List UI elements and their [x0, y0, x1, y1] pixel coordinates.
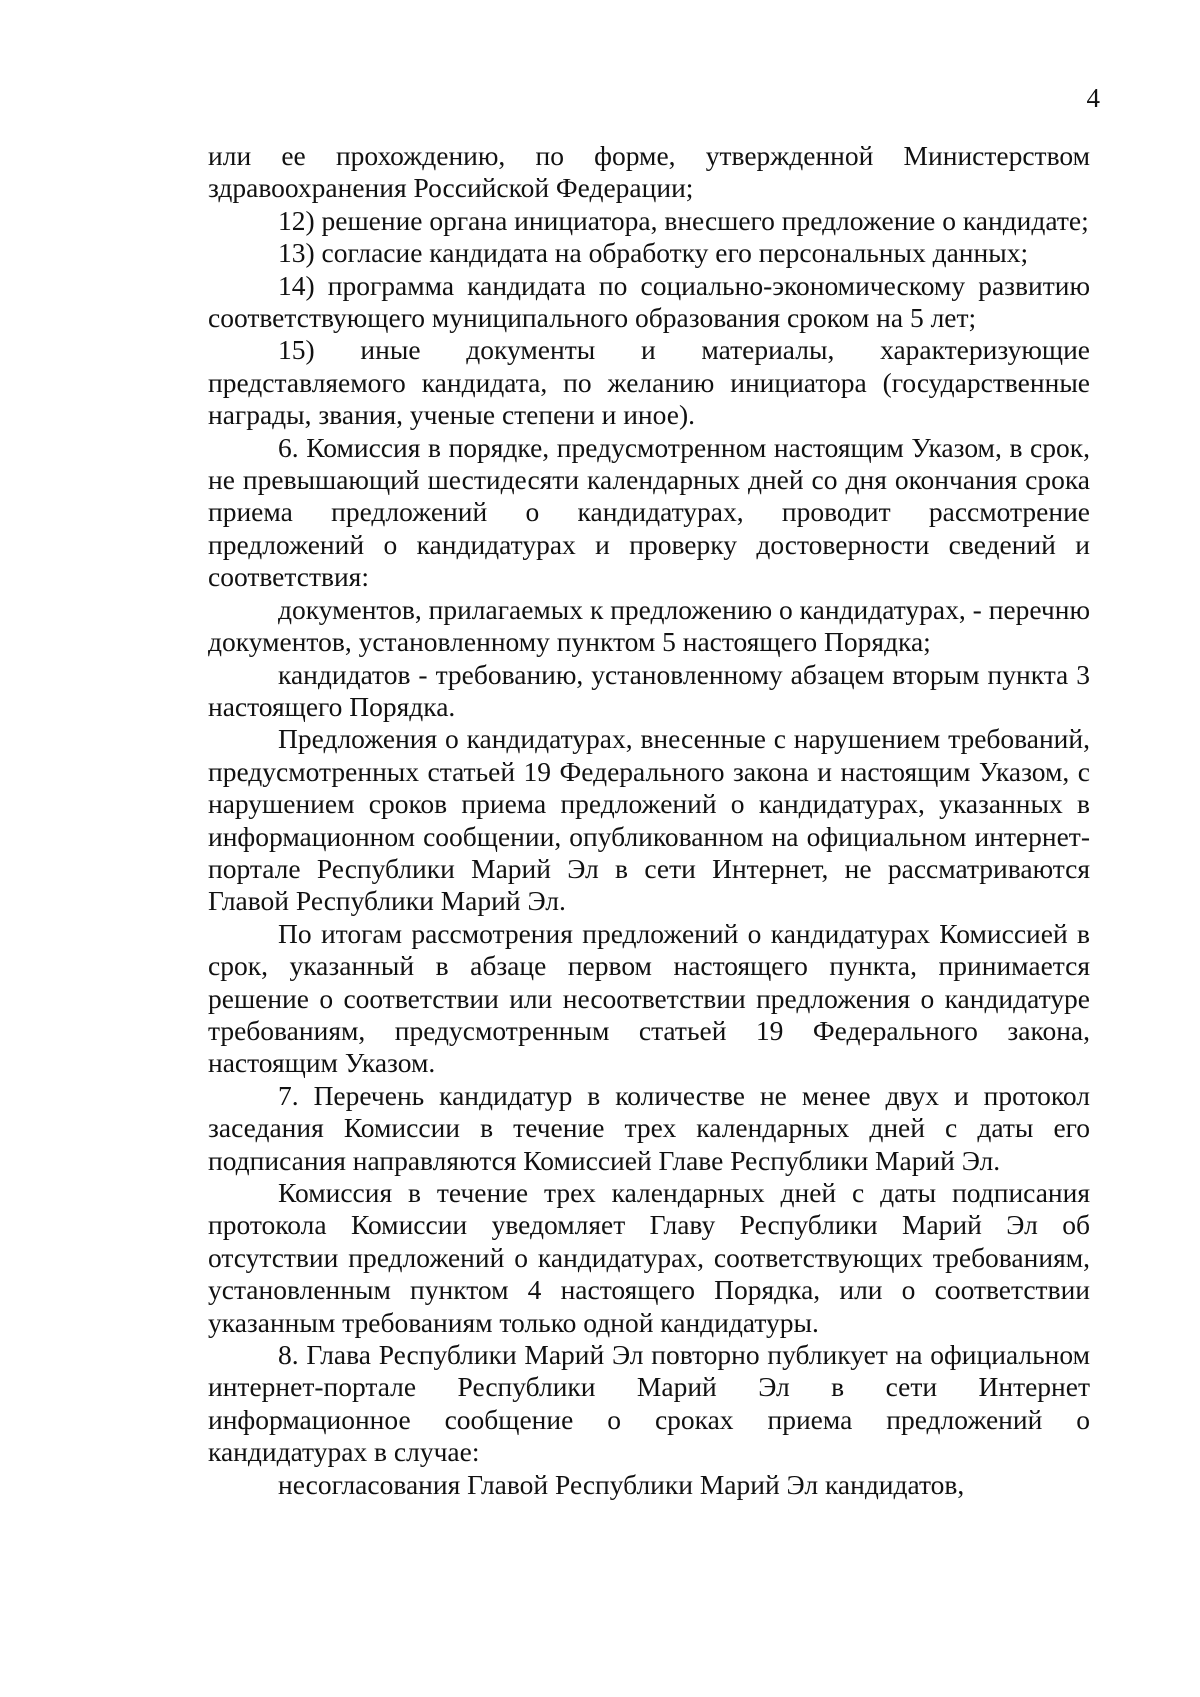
- list-item-15: 15) иные документы и материалы, характеризующие представляемого кандидата, по желанию инициатора (государственные награды, звания, ученые степени и иное).: [208, 334, 1090, 431]
- paragraph: кандидатов - требованию, установленному абзацем вторым пункта 3 настоящего Порядка.: [208, 658, 1090, 722]
- document-body: [208, 140, 1090, 1501]
- paragraph: или ее прохождению, по форме, утвержденной Министерством здравоохранения Российской Федерации;: [208, 140, 1090, 204]
- list-item-12: 12) решение органа инициатора, внесшего предложение о кандидате;: [278, 204, 1089, 236]
- paragraph: Предложения о кандидатурах, внесенные с нарушением требований, предусмотренных статьей 19 Федерального закона и настоящим Указом, с нарушением сроков приема предложений о кандидатурах, указанных в информационном сообщении, опубликованном на официальном интернет-портале Республики Марий Эл в сети Интернет, не рассматриваются Главой Республики Марий Эл.: [208, 723, 1090, 917]
- list-item-14: 14) программа кандидата по социально-экономическому развитию соответствующего муниципального образования сроком на 5 лет;: [208, 269, 1090, 334]
- paragraph: документов, прилагаемых к предложению о кандидатурах, - перечню документов, установленному пунктом 5 настоящего Порядка;: [208, 593, 1090, 658]
- list-item-13: 13) согласие кандидата на обработку его персональных данных;: [278, 237, 1029, 269]
- section-6: 6. Комиссия в порядке, предусмотренном настоящим Указом, в срок, не превышающий шестидесяти календарных дней со дня окончания срока приема предложений о кандидатурах, проводит рассмотрение предложений о кандидатурах и проверку достоверности сведений и соответствия:: [208, 431, 1090, 593]
- section-7: 7. Перечень кандидатур в количестве не менее двух и протокол заседания Комиссии в течение трех календарных дней с даты его подписания направляются Комиссией Главе Республики Марий Эл.: [208, 1079, 1090, 1176]
- paragraph: несогласования Главой Республики Марий Эл кандидатов,: [278, 1468, 965, 1500]
- page-number: 4: [1086, 83, 1100, 113]
- paragraph: Комиссия в течение трех календарных дней с даты подписания протокола Комиссии уведомляет Главу Республики Марий Эл об отсутствии предложений о кандидатурах, соответствующих требованиям, установленным пунктом 4 настоящего Порядка, или о соответствии указанным требованиям только одной кандидатуры.: [208, 1177, 1090, 1338]
- section-8: 8. Глава Республики Марий Эл повторно публикует на официальном интернет-портале Республики Марий Эл в сети Интернет информационное сообщение о сроках приема предложений о кандидатурах в случае:: [208, 1339, 1090, 1468]
- paragraph: По итогам рассмотрения предложений о кандидатурах Комиссией в срок, указанный в абзаце первом настоящего пункта, принимается решение о соответствии или несоответствии предложения о кандидатуре требованиям, предусмотренным статьей 19 Федерального закона, настоящим Указом.: [208, 917, 1090, 1079]
